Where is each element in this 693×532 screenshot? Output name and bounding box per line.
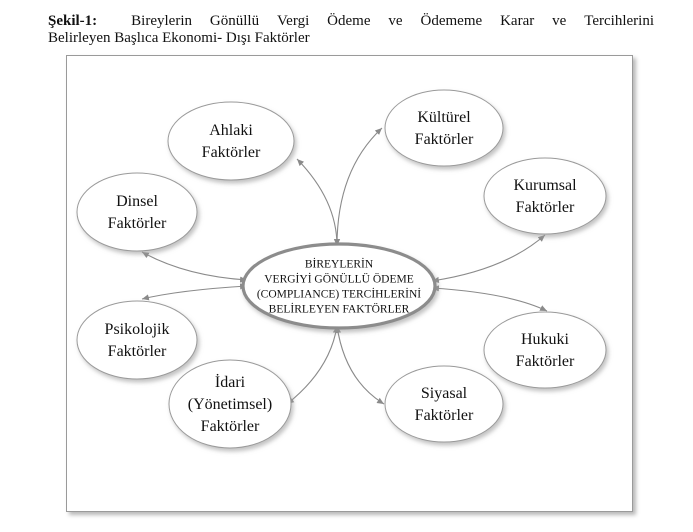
- node-label: (Yönetimsel): [187, 396, 273, 413]
- caption-word: Vergi: [277, 13, 310, 29]
- central-label: (COMPLIANCE) TERCİHLERİNİ: [256, 288, 422, 301]
- figure-label: Şekil-1:: [48, 13, 98, 29]
- node-label: Faktörler: [201, 144, 261, 161]
- node-label: Dinsel: [116, 193, 158, 210]
- arrow-to-kulturel: [337, 128, 382, 246]
- node-siyasal: [385, 366, 503, 442]
- node-kulturel: [385, 90, 503, 166]
- caption-word: ve: [388, 13, 403, 29]
- node-ellipse: [385, 366, 503, 442]
- arrow-to-dinsel: [142, 252, 247, 280]
- node-ellipse: [77, 173, 197, 251]
- node-label: Faktörler: [515, 353, 575, 370]
- node-label: Hukuki: [521, 331, 569, 348]
- node-label: Faktörler: [515, 199, 575, 216]
- node-hukuki: [484, 312, 606, 388]
- arrow-to-siyasal: [337, 326, 384, 404]
- node-label: Faktörler: [200, 418, 260, 435]
- arrow-to-psikolojik: [142, 286, 247, 299]
- arrow-to-kurumsal: [432, 235, 545, 281]
- node-label: Faktörler: [107, 343, 167, 360]
- caption-word: Karar: [500, 13, 535, 29]
- central-label: BİREYLERİN: [304, 258, 374, 271]
- node-label: Faktörler: [107, 215, 167, 232]
- node-label: Kurumsal: [513, 177, 577, 194]
- caption-word: ve: [552, 13, 567, 29]
- caption-word: Ödeme: [327, 13, 371, 29]
- node-label: Siyasal: [420, 385, 468, 402]
- node-psikolojik: [77, 301, 197, 379]
- node-label: Faktörler: [414, 407, 474, 424]
- node-ellipse: [484, 158, 606, 234]
- node-ellipse: [168, 102, 294, 180]
- caption-line-2: Belirleyen Başlıca Ekonomi- Dışı Faktörler: [48, 30, 310, 46]
- caption-word: Bireylerin: [131, 13, 192, 29]
- central-label: VERGİYİ GÖNÜLLÜ ÖDEME: [264, 273, 414, 286]
- central-label: BELİRLEYEN FAKTÖRLER: [268, 303, 410, 316]
- arrow-to-idari: [287, 326, 337, 404]
- node-idari: [169, 360, 291, 448]
- node-ellipse: [77, 301, 197, 379]
- arrow-to-ahlaki: [297, 159, 337, 246]
- central-node: [243, 244, 435, 328]
- caption-word: Gönüllü: [209, 13, 260, 29]
- caption-word: Tercihlerini: [584, 13, 654, 29]
- node-label: Kültürel: [417, 109, 471, 126]
- node-ellipse: [385, 90, 503, 166]
- arrow-to-hukuki: [432, 288, 547, 311]
- node-label: Psikolojik: [104, 321, 170, 338]
- node-kurumsal: [484, 158, 606, 234]
- node-label: Ahlaki: [209, 122, 253, 139]
- node-label: Faktörler: [414, 131, 474, 148]
- node-ellipse: [484, 312, 606, 388]
- node-dinsel: [77, 173, 197, 251]
- caption-word: Ödememe: [420, 13, 483, 29]
- node-label: İdari: [214, 374, 246, 391]
- node-ahlaki: [168, 102, 294, 180]
